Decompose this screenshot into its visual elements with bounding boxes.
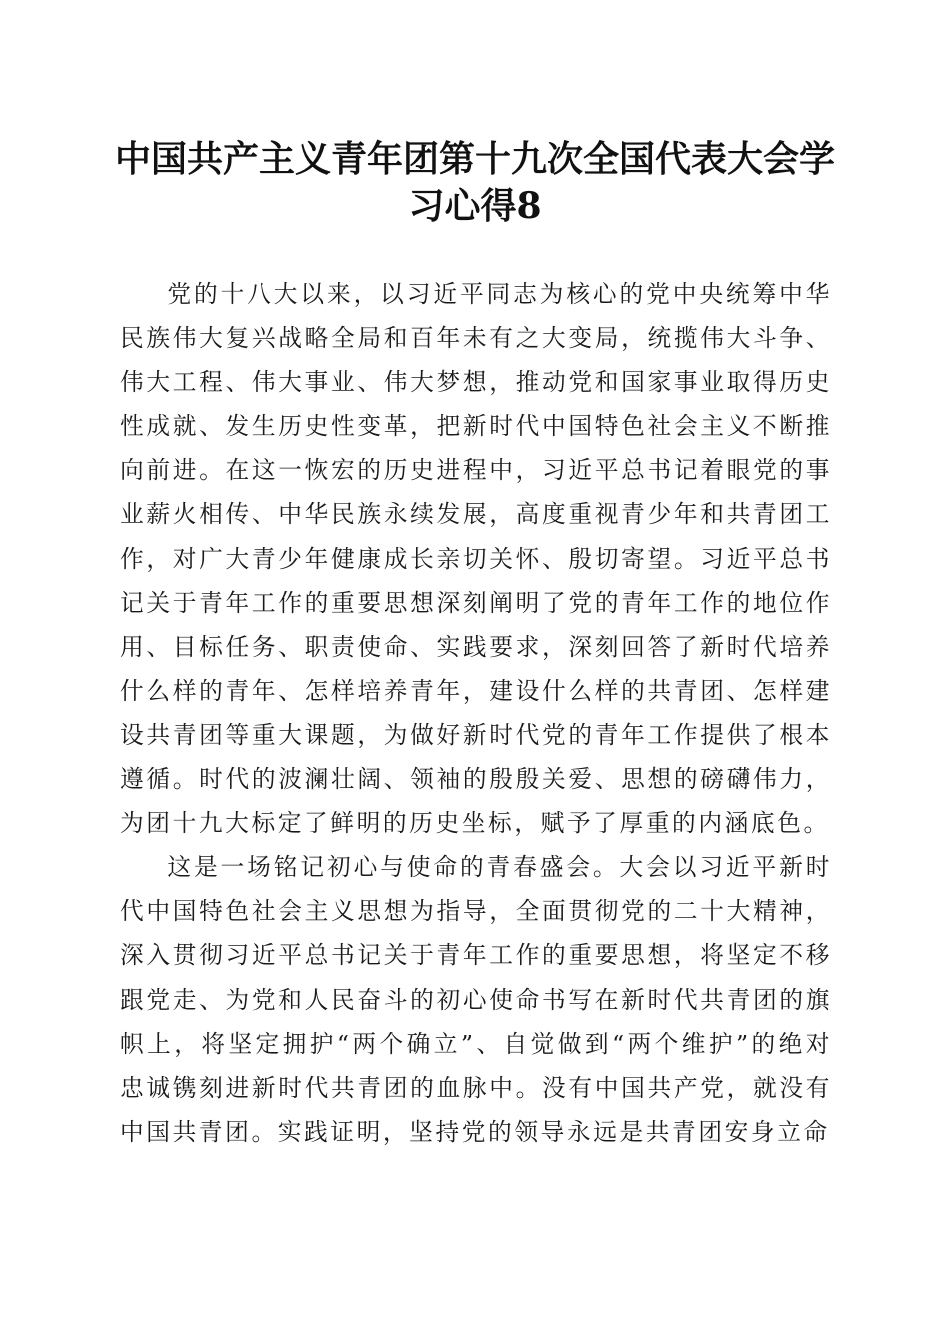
document-body (120, 272, 832, 1154)
document-title: 中国共产主义青年团第十九次全国代表大会学习心得8 (114, 138, 835, 227)
paragraph-2: 这是一场铭记初心与使命的青春盛会。大会以习近平新时代中国特色社会主义思想为指导，全面贯彻党的二十大精神，深入贯彻习近平总书记关于青年工作的重要思想，将坚定不移跟党走、为党和人民奋斗的初心使命书写在新时代共青团的旗帜上，将坚定拥护“两个确立”、自觉做到“两个维护”的绝对忠诚镌刻进新时代共青团的血脉中。没有中国共产党，就没有中国共青团。实践证明，坚持党的领导永远是共青团安身立命 (120, 853, 832, 1146)
paragraph-1: 党的十八大以来，以习近平同志为核心的党中央统筹中华民族伟大复兴战略全局和百年未有之大变局，统揽伟大斗争、伟大工程、伟大事业、伟大梦想，推动党和国家事业取得历史性成就、发生历史性变革，把新时代中国特色社会主义不断推向前进。在这一恢宏的历史进程中，习近平总书记着眼党的事业薪火相传、中华民族永续发展，高度重视青少年和共青团工作，对广大青少年健康成长亲切关怀、殷切寄望。习近平总书记关于青年工作的重要思想深刻阐明了党的青年工作的地位作用、目标任务、职责使命、实践要求，深刻回答了新时代培养什么样的青年、怎样培养青年，建设什么样的共青团、怎样建设共青团等重大课题，为做好新时代党的青年工作提供了根本遵循。时代的波澜壮阔、领袖的殷殷关爱、思想的磅礴伟力，为团十九大标定了鲜明的历史坐标，赋予了厚重的内涵底色。 (120, 280, 832, 838)
